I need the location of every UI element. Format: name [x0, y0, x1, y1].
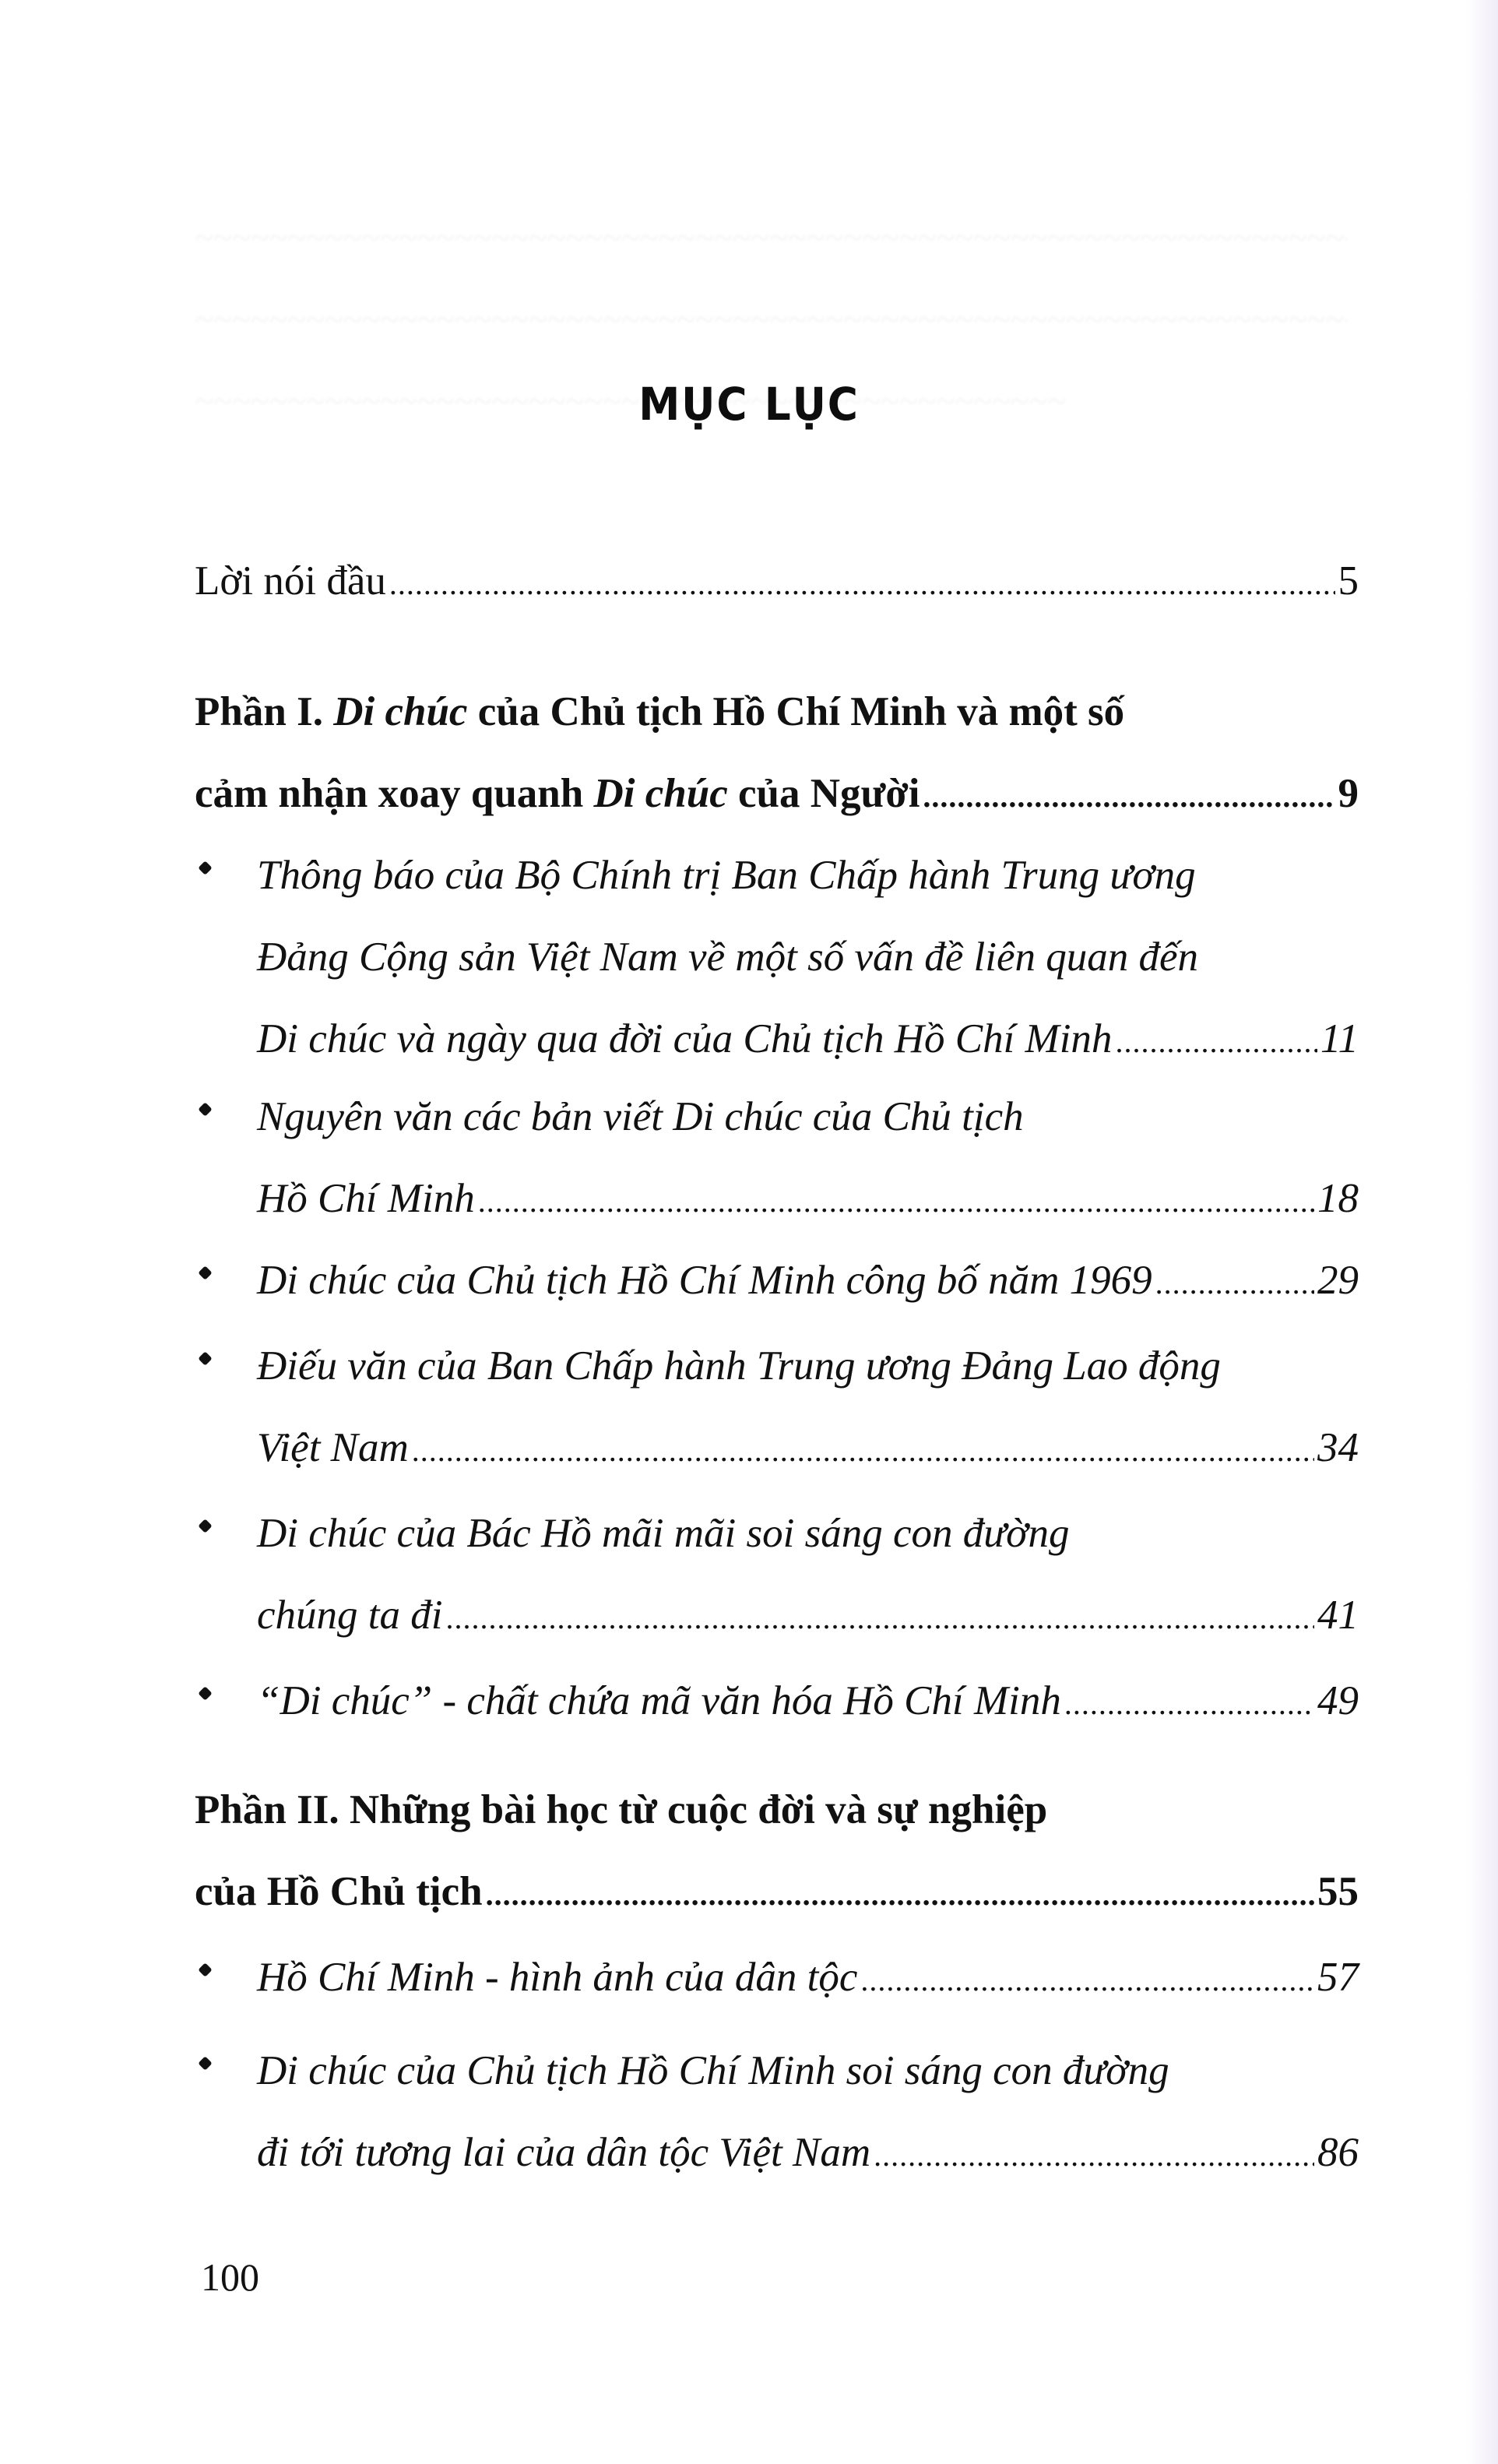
bullet-icon [198, 2056, 212, 2070]
toc-item-line[interactable] [257, 852, 1359, 899]
dot-leader [412, 1427, 1314, 1474]
dot-leader [1155, 1260, 1314, 1307]
toc-item-text: Di chúc và ngày qua đời của Chủ tịch Hồ Chí Minh [257, 1016, 1113, 1061]
toc-entry-label: Lời nói đầu [195, 558, 386, 604]
dot-leader [1064, 1681, 1314, 1727]
toc-item-text: chúng ta đi [257, 1593, 443, 1638]
toc-page-number: 55 [1317, 1869, 1359, 1914]
toc-page-number: 49 [1317, 1678, 1359, 1723]
page-edge-shadow [1467, 0, 1498, 2464]
part-title: cảm nhận xoay quanh [195, 771, 594, 816]
toc-part-2-line-1[interactable] [195, 1786, 1359, 1833]
toc-item-text: Hồ Chí Minh - hình ảnh của dân tộc [257, 1955, 858, 2000]
part-label: Phần I. [195, 689, 334, 734]
part-title: của Chủ tịch Hồ Chí Minh và một số [467, 689, 1125, 734]
toc-page-number: 57 [1317, 1955, 1359, 2000]
dot-leader [874, 2132, 1314, 2179]
bullet-icon [198, 1351, 212, 1365]
dot-leader [445, 1595, 1314, 1642]
toc-item-line[interactable] [257, 1016, 1359, 1065]
dot-leader [860, 1957, 1314, 2004]
part-title: của Hồ Chủ tịch [195, 1869, 483, 1914]
toc-item-text: Hồ Chí Minh [257, 1176, 475, 1221]
toc-part-1-line-1[interactable] [195, 688, 1359, 735]
toc-page-number: 41 [1317, 1593, 1359, 1638]
bullet-icon [198, 1686, 212, 1700]
toc-page-number: 5 [1338, 558, 1359, 604]
toc-part-2-line-2[interactable] [195, 1868, 1359, 1918]
toc-item-line[interactable] [257, 2047, 1359, 2094]
toc-item-text: Đảng Cộng sản Việt Nam về một số vấn đề liên quan đến [257, 935, 1199, 980]
toc-item-line[interactable] [257, 934, 1359, 980]
dot-leader [389, 561, 1335, 607]
toc-item-text: Di chúc của Bác Hồ mãi mãi soi sáng con đường [257, 1511, 1070, 1556]
bullet-icon [198, 1519, 212, 1533]
page-title: MỤC LỤC [638, 378, 860, 431]
toc-item-line[interactable] [257, 2129, 1359, 2179]
toc-item-text: Di chúc của Chủ tịch Hồ Chí Minh công bố năm 1969 [257, 1258, 1152, 1303]
dot-leader [478, 1178, 1314, 1225]
toc-item-text: Nguyên văn các bản viết Di chúc của Chủ tịch [257, 1094, 1024, 1139]
dot-leader [1115, 1019, 1317, 1065]
toc-page-number: 29 [1317, 1258, 1359, 1303]
part-title-italic: Di chúc [593, 771, 728, 816]
toc-item-text: Điếu văn của Ban Chấp hành Trung ương Đảng Lao động [257, 1343, 1221, 1389]
toc-item-line[interactable] [257, 1424, 1359, 1474]
toc-item-text: “Di chúc” - chất chứa mã văn hóa Hồ Chí Minh [257, 1678, 1061, 1723]
page-number: 100 [201, 2255, 259, 2299]
toc-page-number: 34 [1317, 1425, 1359, 1470]
part-title-italic: Di chúc [333, 689, 468, 734]
toc-page-number: 9 [1338, 771, 1359, 816]
bullet-icon [198, 1265, 212, 1280]
toc-page-number: 11 [1320, 1016, 1359, 1061]
toc-item-line[interactable] [257, 1175, 1359, 1225]
toc-item-line[interactable] [257, 1592, 1359, 1642]
bullet-icon [198, 861, 212, 875]
part-title: của Người [727, 771, 920, 816]
toc-item-text: đi tới tương lai của dân tộc Việt Nam [257, 2130, 871, 2175]
toc-item-line[interactable] [257, 1954, 1359, 2004]
toc-item-line[interactable] [257, 1257, 1359, 1307]
bullet-icon [198, 1102, 212, 1116]
toc-item-line[interactable] [257, 1093, 1359, 1140]
bleed-through-text [195, 218, 1347, 241]
toc-page-number: 18 [1317, 1176, 1359, 1221]
toc-item-text: Thông báo của Bộ Chính trị Ban Chấp hành Trung ương [257, 853, 1196, 898]
toc-entry-preface[interactable] [195, 558, 1359, 607]
toc-item-text: Di chúc của Chủ tịch Hồ Chí Minh soi sáng con đường [257, 2048, 1169, 2093]
toc-page-number: 86 [1317, 2130, 1359, 2175]
dot-leader [486, 1871, 1314, 1918]
toc-part-1-line-2[interactable] [195, 770, 1359, 820]
toc-item-line[interactable] [257, 1343, 1359, 1389]
toc-item-text: Việt Nam [257, 1425, 409, 1470]
toc-item-line[interactable] [257, 1510, 1359, 1557]
toc-item-line[interactable] [257, 1677, 1359, 1727]
dot-leader [923, 773, 1334, 820]
bullet-icon [198, 1962, 212, 1976]
part-title: Phần II. Những bài học từ cuộc đời và sự nghiệp [195, 1787, 1048, 1832]
bleed-through-text [195, 300, 1347, 323]
